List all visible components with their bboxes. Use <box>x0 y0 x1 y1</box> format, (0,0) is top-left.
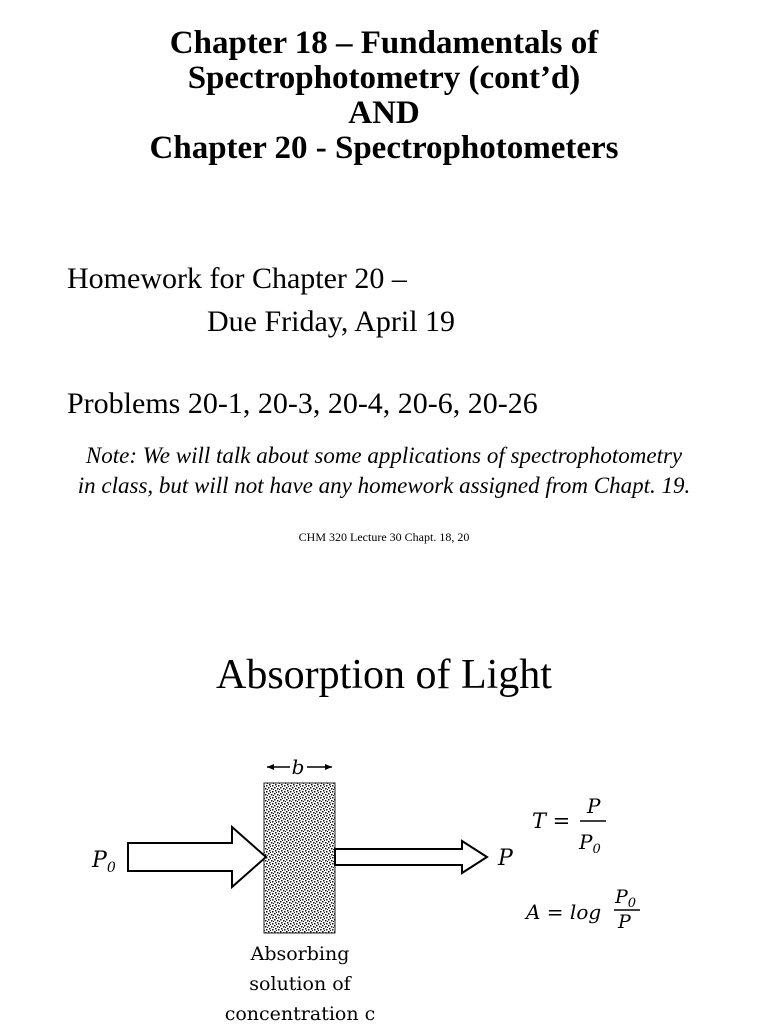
title-line-3: AND <box>348 95 420 131</box>
absorption-diagram <box>82 745 662 1024</box>
transmittance-denominator: $P_0$ <box>579 830 601 857</box>
problem-list: Problems 20-1, 20-3, 20-4, 20-6, 20-26 <box>67 387 538 420</box>
path-length-label: b <box>291 755 305 779</box>
incident-beam-arrow <box>128 827 266 887</box>
absorbance-denominator: P <box>618 911 631 933</box>
transmitted-beam-arrow <box>335 841 487 873</box>
absorbance-equation <box>524 886 640 933</box>
absorption-title: Absorption of Light <box>216 652 552 698</box>
title-line-2: Spectrophotometry (cont’d) <box>187 60 581 96</box>
homework-heading: Homework for Chapter 20 – <box>67 262 407 295</box>
transmittance-symbol: T = <box>532 809 571 833</box>
title-line-1: Chapter 18 – Fundamentals of <box>169 25 599 61</box>
absorption-diagram-svg <box>82 745 662 1024</box>
note-line-2: in class, but will not have any homework assigned from Chapt. 19. <box>77 473 691 498</box>
transmittance-equation <box>532 794 606 857</box>
absorbance-symbol: A = log <box>526 900 602 924</box>
caption-line-1: Absorbing <box>250 943 350 965</box>
solution-caption <box>225 943 376 1024</box>
transmittance-numerator: P <box>587 794 601 818</box>
caption-line-2: solution of <box>249 973 351 995</box>
absorbing-solution-cell <box>264 783 335 933</box>
note-line-1: Note: We will talk about some applications of spectrophotometry <box>85 443 683 468</box>
slide-title <box>0 26 768 166</box>
path-length-indicator <box>267 755 332 779</box>
slide-footer: CHM 320 Lecture 30 Chapt. 18, 20 <box>298 530 470 544</box>
absorbance-numerator: $P_0$ <box>615 886 637 911</box>
homework-due-date: Due Friday, April 19 <box>207 305 456 338</box>
title-line-4: Chapter 20 - Spectrophotometers <box>149 130 619 166</box>
incident-power-label: $P_0$ <box>92 848 116 876</box>
note <box>0 441 768 501</box>
caption-line-3: concentration c <box>224 1003 376 1024</box>
transmitted-power-label: P <box>498 846 513 871</box>
